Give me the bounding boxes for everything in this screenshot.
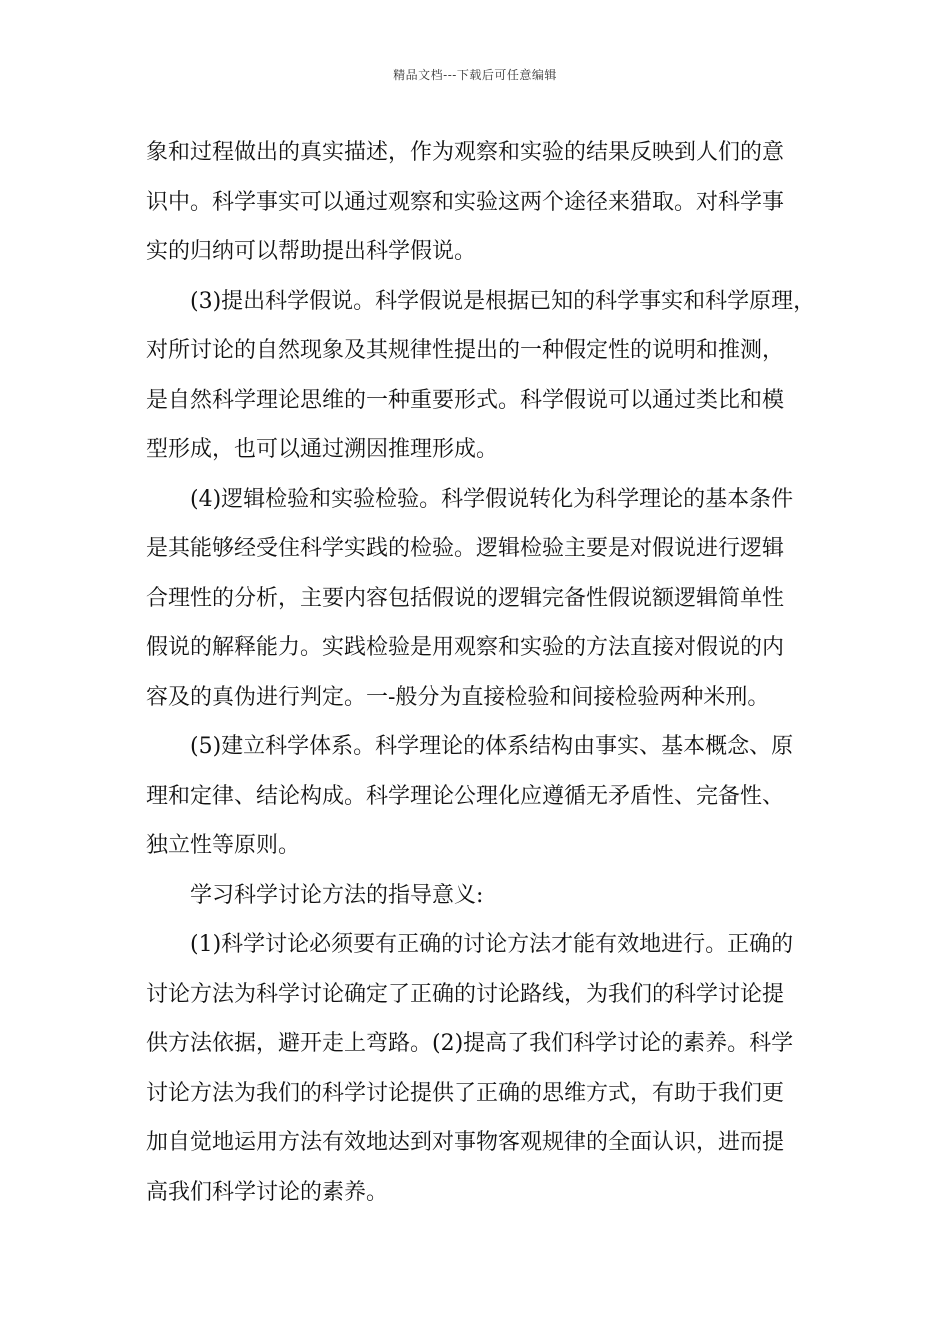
text-line: 加自觉地运用方法有效地达到对事物客观规律的全面认识，进而提 [146, 1130, 785, 1155]
text-line: 合理性的分析，主要内容包括假说的逻辑完备性假说额逻辑简单性 [146, 585, 785, 611]
text-line: (5)建立科学体系。科学理论的体系结构由事实、基本概念、原 [190, 734, 794, 759]
text-line: (1)科学讨论必须要有正确的讨论方法才能有效地进行。正确的 [190, 932, 794, 957]
text-line: 实的归纳可以帮助提出科学假说。 [146, 239, 477, 264]
text-line: 容及的真伪进行判定。一-般分为直接检验和间接检验两种米刑。 [146, 684, 770, 710]
text-line: 假说的解释能力。实践检验是用观察和实验的方法直接对假说的内 [146, 635, 785, 660]
text-line: 象和过程做出的真实描述，作为观察和实验的结果反映到人们的意 [146, 140, 785, 165]
text-line: 对所讨论的自然现象及其规律性提出的一种假定性的说明和推测， [146, 338, 785, 363]
text-line: 独立性等原则。 [146, 833, 301, 858]
text-line: 理和定律、结论构成。科学理论公理化应遵循无矛盾性、完备性、 [146, 783, 785, 809]
text-line: 识中。科学事实可以通过观察和实验这两个途径来猎取。对科学事 [146, 189, 785, 215]
text-line: 讨论方法为科学讨论确定了正确的讨论路线，为我们的科学讨论提 [146, 981, 785, 1007]
text-line: (3)提出科学假说。科学假说是根据已知的科学事实和科学原理， [190, 288, 816, 314]
text-line: 是其能够经受住科学实践的检验。逻辑检验主要是对假说进行逻辑 [146, 536, 785, 561]
text-line: 讨论方法为我们的科学讨论提供了正确的思维方式，有助于我们更 [146, 1080, 785, 1106]
page-header: 精品文档---下载后可任意编辑 [393, 68, 557, 82]
text-line: 高我们科学讨论的素养。 [146, 1179, 389, 1205]
document-body [146, 128, 814, 1217]
text-line: 供方法依据，避开走上弯路。(2)提高了我们科学讨论的素养。科学 [146, 1031, 794, 1056]
text-line: 是自然科学理论思维的一种重要形式。科学假说可以通过类比和模 [146, 387, 785, 413]
section-heading: 学习科学讨论方法的指导意义: [190, 882, 484, 908]
text-line: (4)逻辑检验和实验检验。科学假说转化为科学理论的基本条件 [190, 486, 794, 512]
text-line: 型形成，也可以通过溯因推理形成。 [146, 437, 499, 462]
